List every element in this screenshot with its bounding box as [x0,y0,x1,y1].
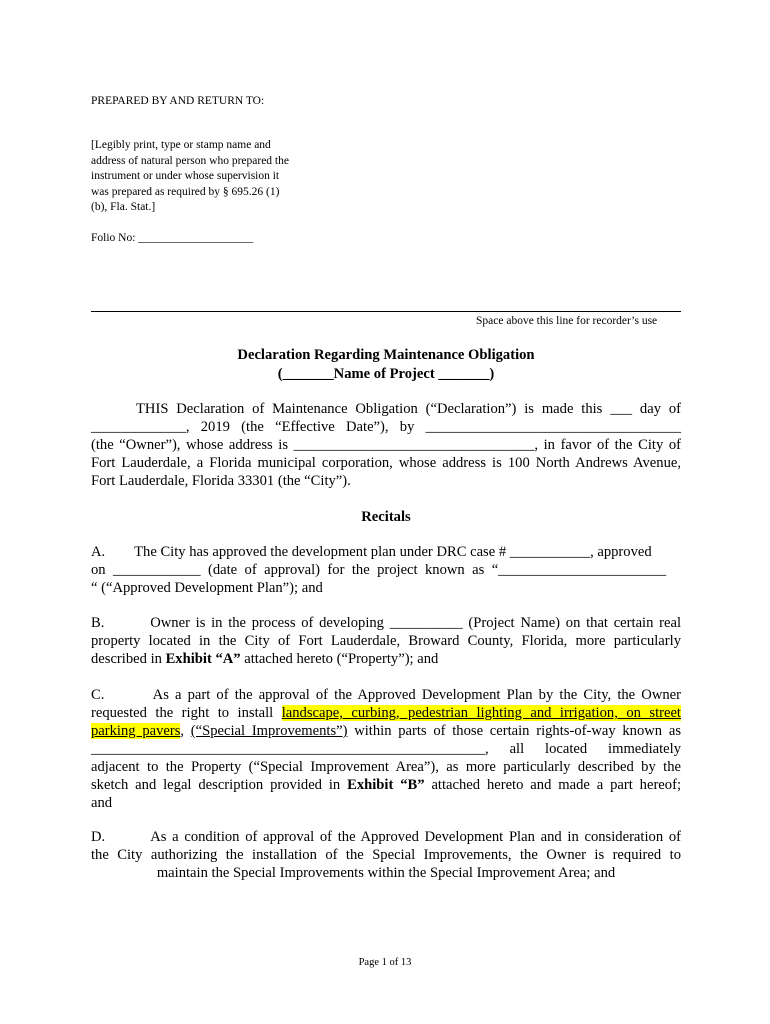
recital-a-line: A. The City has approved the development plan under DRC case # ___________, approved [91,544,652,560]
intro-line: _____________, 2019 (the “Effective Date”), by ___________________________________ [91,419,681,435]
recital-d-line: D. As a condition of approval of the Approved Development Plan and in consideration of [91,829,681,845]
project-name-line: (_______Name of Project _______) [277,366,495,382]
prepared-by-label: PREPARED BY AND RETURN TO: [91,95,265,107]
instruction-line: [Legibly print, type or stamp name and [91,139,271,151]
recital-c [91,686,681,812]
exhibit-b-ref: Exhibit “B” [347,777,425,793]
recital-c-line: requested the right to install landscape, curbing, pedestrian lighting and irrigation, on street [91,705,681,721]
recital-a-line: on ____________ (date of approval) for the project known as “_______________________ [91,562,666,578]
recital-b-line: B. Owner is in the process of developing __________ (Project Name) on that certain real [91,615,681,631]
recital-c-line: ______________________________________________________, all located immediately [91,741,681,757]
recorder-note: Space above this line for recorder’s use [476,315,658,327]
recital-b [91,614,681,668]
recital-b-line: property located in the City of Fort Lauderdale, Broward County, Florida, more particularly [91,633,681,649]
recital-a [91,543,681,597]
recital-b-line: described in Exhibit “A” attached hereto (“Property”); and [91,651,439,667]
recital-d [91,828,681,882]
document-title: Declaration Regarding Maintenance Obligation [237,347,535,363]
page-number: Page 1 of 13 [358,957,412,968]
recital-d-line: maintain the Special Improvements within the Special Improvement Area; and [156,865,616,881]
recital-c-line: sketch and legal description provided in Exhibit “B” attached hereto and made a part hereof; [91,777,681,793]
recorder-divider [91,311,681,312]
underlined-text: (“Special Improvements”) [190,723,348,739]
preparer-instructions [91,138,331,216]
recital-c-line: adjacent to the Property (“Special Improvement Area”), as more particularly described by the [91,759,681,775]
recital-c-line: and [91,795,113,811]
exhibit-a-ref: Exhibit “A” [165,651,241,667]
highlighted-text: parking pavers [91,723,181,739]
instruction-line: instrument or under whose supervision it [91,170,280,182]
intro-paragraph [91,400,681,490]
instruction-line: (b), Fla. Stat.] [91,201,156,213]
intro-line: THIS Declaration of Maintenance Obligation (“Declaration”) is made this ___ day of [136,401,681,417]
recital-d-line: the City authorizing the installation of the Special Improvements, the Owner is required to [91,847,681,863]
recital-c-line: C. As a part of the approval of the Approved Development Plan by the City, the Owner [91,687,681,703]
highlighted-text: landscape, curbing, pedestrian lighting and irrigation, on street [281,705,681,721]
recital-a-line: “ (“Approved Development Plan”); and [91,580,323,596]
instruction-line: address of natural person who prepared the [91,154,289,167]
intro-line: Fort Lauderdale, Florida 33301 (the “City”). [91,473,351,489]
recital-c-line: parking pavers, (“Special Improvements”) within parts of those certain rights-of-way known as [91,723,682,739]
instruction-line: was prepared as required by § 695.26 (1) [91,185,280,198]
recitals-heading: Recitals [361,509,411,525]
intro-line: Fort Lauderdale, a Florida municipal corporation, whose address is 100 North Andrews Avenue, [91,455,681,471]
intro-line: (the “Owner”), whose address is _________________________________, in favor of the City of [91,437,681,453]
folio-number: Folio No: ____________________ [91,232,254,244]
